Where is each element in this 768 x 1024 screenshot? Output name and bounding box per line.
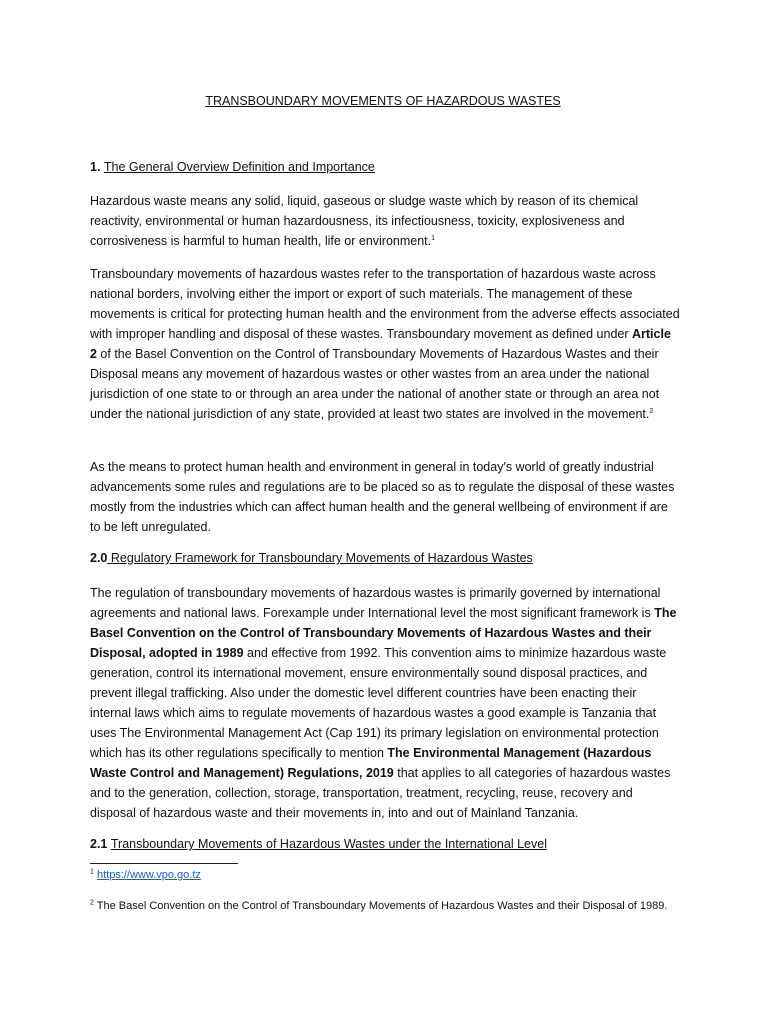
paragraph-transboundary <box>90 264 680 424</box>
paragraph-definition <box>90 191 680 251</box>
section-number: 2.0 <box>90 551 108 565</box>
paragraph-regulation <box>90 583 680 823</box>
footnote-1 <box>90 868 680 883</box>
paragraph-text: and effective from 1992. This convention aims to minimize hazardous waste generation, control its international movement, ensure environmentally sound disposal practices, and prevent illegal trafficking. Also under the domestic level different countries have been enacting their internal laws which aims to regulate movements of hazardous wastes a good example is Tanzania that uses The Environmental Management Act (Cap 191) its primary legislation on environmental protection which has its other regulations specifically to mention <box>90 646 667 760</box>
paragraph-text: The regulation of transboundary movements of hazardous wastes is primarily governed by international agreements and national laws. Forexample under International level the most significant framework is <box>90 586 661 620</box>
footnote-separator <box>90 863 238 864</box>
footnote-ref-2[interactable]: 2 <box>649 407 654 415</box>
section-number: 1. <box>90 160 104 174</box>
section-title: The General Overview Definition and Importance <box>103 160 375 174</box>
paragraph-text: Hazardous waste means any solid, liquid, gaseous or sludge waste which by reason of its chemical reactivity, environmental or human hazardousness, its infectiousness, toxicity, explosiveness and corrosiveness is harmful to human health, life or environment. <box>90 194 639 248</box>
footnote-ref-1[interactable]: 1 <box>431 234 436 242</box>
bold-text: The Environmental Management (Hazardous Waste Control and Management) Regulations, 2019 <box>90 746 652 780</box>
paragraph-protection: As the means to protect human health and environment in general in today's world of greatly industrial advancements some rules and regulations are to be placed so as to regulate the disposal of these wastes mostly from the industries which can affect human health and the general wellbeing of environment if are to be left unregulated. <box>90 460 675 534</box>
footnote-2 <box>90 899 680 914</box>
footnote-text: The Basel Convention on the Control of Transboundary Movements of Hazardous Wastes and their Disposal of 1989. <box>93 900 668 912</box>
bold-text: The Basel Convention on the Control of Transboundary Movements of Hazardous Wastes and their Disposal, adopted in 1989 <box>90 606 677 660</box>
footnote-mark: 1 <box>90 868 94 876</box>
footnote-mark: 2 <box>90 899 94 907</box>
section-title: Regulatory Framework for Transboundary Movements of Hazardous Wastes <box>107 551 533 565</box>
paragraph-text: that applies to all categories of hazardous wastes and to the generation, collection, storage, transportation, treatment, recycling, reuse, recovery and disposal of hazardous waste and their movements in, into and out of Mainland Tanzania. <box>90 766 671 820</box>
section-heading-2 <box>90 551 533 565</box>
section-number: 2.1 <box>90 837 111 851</box>
document-title: TRANSBOUNDARY MOVEMENTS OF HAZARDOUS WASTES <box>205 94 561 108</box>
footnote-link[interactable]: https://www.vpo.go.tz <box>96 869 201 881</box>
section-heading-2-1 <box>90 837 547 851</box>
section-title: Transboundary Movements of Hazardous Wastes under the International Level <box>110 837 547 851</box>
bold-text: Article 2 <box>90 327 671 361</box>
paragraph-text: Transboundary movements of hazardous wastes refer to the transportation of hazardous waste across national borders, involving either the import or export of such materials. The management of these movements is critical for protecting human health and the environment from the adverse effects associated with improper handling and disposal of these wastes. Transboundary movement as defined under <box>90 267 680 341</box>
section-heading-1 <box>90 160 375 174</box>
paragraph-text: of the Basel Convention on the Control of Transboundary Movements of Hazardous Wastes and their Disposal means any movement of hazardous wastes or other wastes from an area under the national jurisdiction of one state to or through an area under the national of another state or through an area not under the national jurisdiction of any state, provided at least two states are involved in the movement. <box>90 347 660 421</box>
